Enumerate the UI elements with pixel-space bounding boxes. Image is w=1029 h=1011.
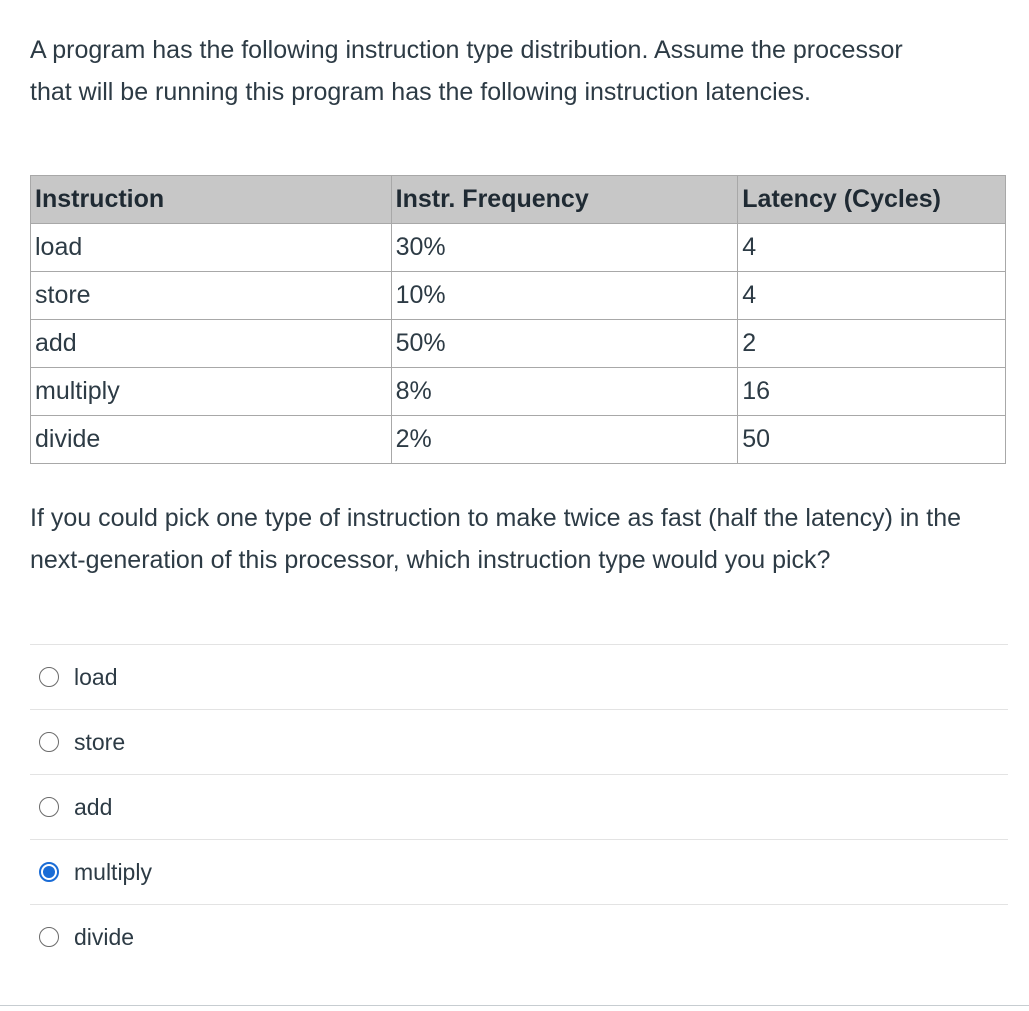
cell-instruction: load <box>31 224 392 272</box>
header-instruction: Instruction <box>31 176 392 224</box>
cell-latency: 4 <box>738 224 1006 272</box>
radio-button-icon[interactable] <box>39 927 59 947</box>
table-row <box>31 272 1006 320</box>
question-intro: A program has the following instruction type distribution. Assume the processor that will be running this program has the following instruction latencies. <box>30 36 903 106</box>
answer-options <box>30 644 1008 969</box>
table-header-row <box>31 176 1006 224</box>
answer-option-divide[interactable] <box>30 904 1008 969</box>
cell-latency: 4 <box>738 272 1006 320</box>
question-prompt: If you could pick one type of instruction to make twice as fast (half the latency) in the next-generation of this processor, which instruction type would you pick? <box>30 504 962 574</box>
cell-latency: 50 <box>738 416 1006 464</box>
cell-instruction: divide <box>31 416 392 464</box>
table-row <box>31 416 1006 464</box>
answer-label[interactable]: multiply <box>74 858 152 885</box>
answer-option-add[interactable] <box>30 774 1008 839</box>
radio-button-icon[interactable] <box>39 862 59 882</box>
answer-label[interactable]: add <box>74 793 113 820</box>
answer-label[interactable]: load <box>74 663 118 690</box>
header-frequency: Instr. Frequency <box>391 176 738 224</box>
header-latency: Latency (Cycles) <box>738 176 1006 224</box>
cell-latency: 2 <box>738 320 1006 368</box>
cell-instruction: store <box>31 272 392 320</box>
cell-frequency: 10% <box>391 272 738 320</box>
cell-frequency: 50% <box>391 320 738 368</box>
instruction-latency-table <box>30 175 1006 464</box>
answer-option-store[interactable] <box>30 709 1008 774</box>
cell-frequency: 30% <box>391 224 738 272</box>
cell-latency: 16 <box>738 368 1006 416</box>
table-row <box>31 368 1006 416</box>
table-row <box>31 224 1006 272</box>
divider <box>0 1005 1029 1006</box>
answer-option-load[interactable] <box>30 644 1008 709</box>
radio-button-icon[interactable] <box>39 667 59 687</box>
cell-frequency: 8% <box>391 368 738 416</box>
radio-button-icon[interactable] <box>39 797 59 817</box>
answer-option-multiply[interactable] <box>30 839 1008 904</box>
answer-label[interactable]: divide <box>74 923 135 950</box>
question-content <box>30 0 1005 950</box>
cell-instruction: multiply <box>31 368 392 416</box>
table-row <box>31 320 1006 368</box>
answer-label[interactable]: store <box>74 728 126 755</box>
cell-frequency: 2% <box>391 416 738 464</box>
radio-button-icon[interactable] <box>39 732 59 752</box>
cell-instruction: add <box>31 320 392 368</box>
